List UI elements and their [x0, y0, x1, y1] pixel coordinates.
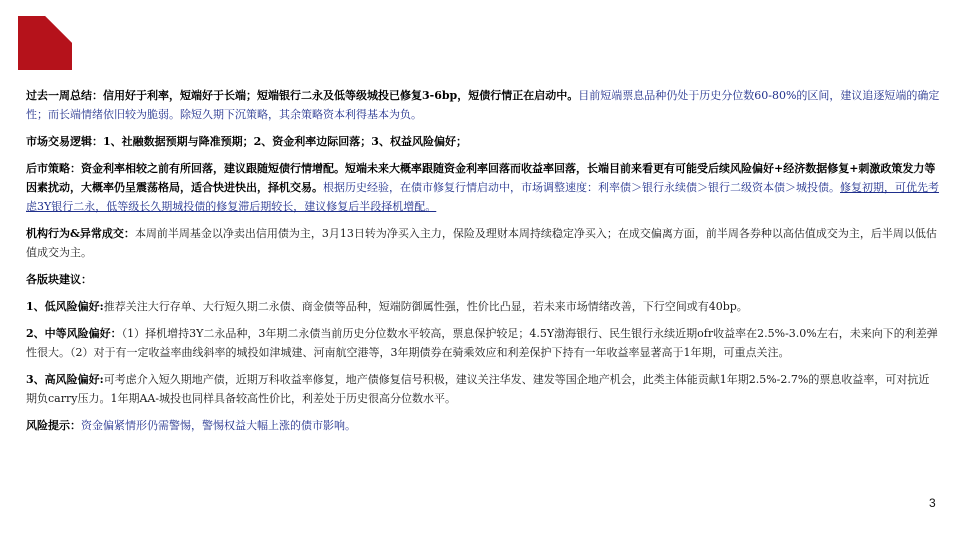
sector-label: 各版块建议：: [26, 273, 92, 286]
strategy-label: 后市策略：: [26, 162, 81, 175]
strategy-underline: 修复初期，可优先考虑3Y银行二永，低等级长久期城投债的修复滞后期较长，建议修复后半段择机增配。: [26, 181, 939, 213]
summary-bold: 信用好于利率，短端好于长端；短端银行二永及低等级城投已修复3-6bp，短债行情正在启动中。: [103, 89, 579, 102]
strategy-paragraph: [26, 159, 940, 216]
low-risk-paragraph: [26, 297, 940, 316]
mid-risk-text: （1）择机增持3Y二永品种，3年期二永债当前历史分位数水平较高，票息保护较足；4.5Y渤海银行、民生银行永续近期ofr收益率在2.5%-3.0%左右，未来向下的利差弹性很大。（2）对于有一定收益率曲线斜率的城投如津城建、河南航空港等，3年期债券在骑乘效应和利差保护下持有一年收益率显著高于1年期，可重点关注。: [26, 327, 938, 359]
report-content: [26, 86, 940, 443]
mid-risk-paragraph: [26, 324, 940, 362]
institution-text: 本周前半周基金以净卖出信用债为主，3月13日转为净买入主力，保险及理财本周持续稳定净买入；在成交偏离方面，前半周各券种以高估值成交为主，后半周以低估值成交为主。: [26, 227, 937, 259]
low-risk-label: 1、低风险偏好:: [26, 300, 104, 313]
logic-label: 市场交易逻辑：: [26, 135, 103, 148]
mid-risk-label: 2、中等风险偏好：: [26, 327, 122, 340]
summary-label: 过去一周总结：: [26, 89, 103, 102]
institution-label: 机构行为&异常成交：: [26, 227, 135, 240]
institution-paragraph: [26, 224, 940, 262]
logic-bold: 1、社融数据预期与降准预期；2、资金利率边际回落；3、权益风险偏好；: [103, 135, 467, 148]
strategy-text: 根据历史经验，在债市修复行情启动中，市场调整速度：利率债＞银行永续债＞银行二级资本债＞城投债。: [323, 181, 840, 194]
risk-label: 风险提示：: [26, 419, 81, 432]
strategy-bold: 资金利率相较之前有所回落，建议跟随短债行情增配。短端未来大概率跟随资金利率回落而收益率回落，长端目前来看更有可能受后续风险偏好+经济数据修复+刺激政策发力等因素扰动，大概率仍呈震荡格局，适合快进快出，择机交易。: [26, 162, 936, 194]
summary-paragraph: [26, 86, 940, 124]
high-risk-text: 可考虑介入短久期地产债，近期万科收益率修复，地产债修复信号积极，建议关注华发、建发等国企地产机会，此类主体能贡献1年期2.5%-2.7%的票息收益率，可对抗近期负carry压力。1年期AA-城投也同样具备较高性价比，利差处于历史很高分位数水平。: [26, 373, 930, 405]
risk-paragraph: [26, 416, 940, 435]
logo-icon: [18, 16, 72, 70]
low-risk-text: 推荐关注大行存单、大行短久期二永债、商金债等品种，短端防御属性强，性价比凸显，若未来市场情绪改善，下行空间或有40bp。: [103, 300, 748, 313]
page-number: 3: [929, 496, 936, 510]
logic-paragraph: [26, 132, 940, 151]
sector-heading: [26, 270, 940, 289]
summary-text: 目前短端票息品种仍处于历史分位数60-80%的区间，建议追逐短端的确定性；而长端情绪依旧较为脆弱。除短久期下沉策略，其余策略资本利得基本为负。: [26, 89, 940, 121]
high-risk-paragraph: [26, 370, 940, 408]
risk-text: 资金偏紧情形仍需警惕，警惕权益大幅上涨的债市影响。: [81, 419, 356, 432]
high-risk-label: 3、高风险偏好:: [26, 373, 104, 386]
